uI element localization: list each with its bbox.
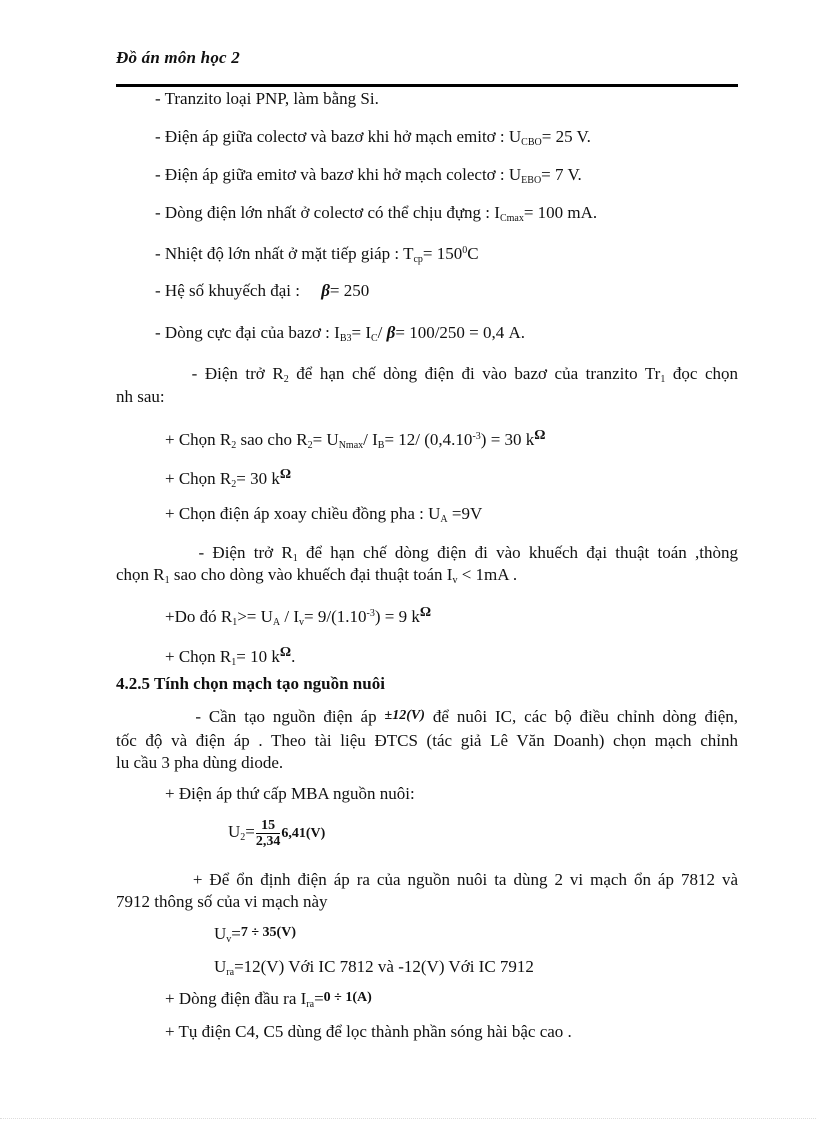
line-icmax: - Dòng điện lớn nhất ở colectơ có thể chịu đựng : $I_{Cmax}= 100$ mA. xyxy=(155,203,598,224)
line-r1-calc: +Do đó $R_1>= U_A / I_v= 9/(1.10^{-3}) = 9$ $k^\Omega$ xyxy=(165,605,432,628)
line-r1-intro-cont: chọn $R_1$ sao cho dòng vào khuếch đại thuật toán $I_v < 1mA$ . xyxy=(116,565,518,586)
para-power-line1: - Cần tạo nguồn điện áp ±12(V) để nuôi IC, các bộ điều chỉnh dòng điện, xyxy=(195,707,738,726)
line-r1-choice: + Chọn $R_1= 10$ $k^\Omega$. xyxy=(165,645,296,668)
para-power-line3: lu cầu 3 pha dùng diode. xyxy=(116,753,284,772)
line-ura: $U_{ra}=12(V)$ Với IC 7812 và -12(V) Với IC 7912 xyxy=(214,957,534,978)
line-ua: + Chọn điện áp xoay chiều đồng pha : $U_A =9V$ xyxy=(165,504,483,525)
para-regulator-line2: 7912 thông số của vi mạch này xyxy=(116,892,328,911)
beta-symbol: β xyxy=(321,281,330,300)
pm12-symbol: ±12(V) xyxy=(384,708,425,723)
line-beta: - Hệ số khuyếch đại : β= 250 xyxy=(155,281,370,300)
page-bottom-dots xyxy=(0,1118,816,1119)
ohm-symbol: Ω xyxy=(279,645,292,660)
line-ib3: - Dòng cực đại của bazơ : $I_{B3}= I_C/$ β= 100/250 = 0,4 A. xyxy=(155,323,526,344)
line-r2-calc: + Chọn $R_2$ sao cho $R_2= U_{Nmax}/$ $I_B= 12/$ $(0,4.10^{-3}) = 30$ $k^\Omega$ xyxy=(165,428,546,451)
line-capacitors: + Tụ điện C4, C5 dùng để lọc thành phần sóng hài bậc cao . xyxy=(165,1022,572,1041)
ohm-symbol: Ω xyxy=(419,605,432,620)
beta-symbol: β xyxy=(386,323,396,342)
line-uv: $U_v=7 \div 35(V)$ xyxy=(214,924,296,945)
line-r2-intro-cont: nh sau: xyxy=(116,387,165,406)
para-power-line2: tốc độ và điện áp . Theo tài liệu ĐTCS (tác giả Lê Văn Doanh) chọn mạch chỉnh xyxy=(116,731,738,750)
fraction: $\frac{15}{2,34}$ xyxy=(255,817,281,849)
line-r2-intro: - Điện trở $R_2$ để hạn chế dòng điện đi vào bazơ của tranzito $Tr_1$ đọc chọn xyxy=(191,364,738,385)
page-header-title: Đồ án môn học 2 xyxy=(116,48,240,67)
section-heading: 4.2.5 Tính chọn mạch tạo nguồn nuôi xyxy=(116,674,385,693)
line-u2-formula: $U_2=$ $\frac{15}{2,34}$ 6,41(V) xyxy=(228,817,326,849)
ohm-symbol: Ω xyxy=(534,428,546,443)
line-ucbo: - Điện áp giữa colectơ và bazơ khi hở mạch emitơ : $U_{CBO}= 25$ V. xyxy=(155,127,591,148)
line-tcp: - Nhiệt độ lớn nhất ở mặt tiếp giáp : $T_{cp}= 150^0C$ xyxy=(155,244,479,265)
line-u2-title: + Điện áp thứ cấp MBA nguồn nuôi: xyxy=(165,784,415,803)
ira-range: 0 ÷ 1(A) xyxy=(323,990,372,1005)
para-regulator-line1: + Để ổn định điện áp ra của nguồn nuôi ta dùng 2 vi mạch ổn áp 7812 và xyxy=(192,870,738,889)
line-uebo: - Điện áp giữa emitơ và bazơ khi hở mạch colectơ : $U_{EBO}= 7$ V. xyxy=(155,165,582,186)
header-rule xyxy=(116,84,738,87)
line-transistor-type: - Tranzito loại PNP, làm bằng Si. xyxy=(155,89,379,108)
ohm-symbol: Ω xyxy=(279,467,292,482)
line-ira: + Dòng điện đầu ra $I_{ra}=0 \div 1(A)$ xyxy=(165,989,372,1010)
line-r1-intro: - Điện trở $R_1$ để hạn chế dòng điện đi vào khuếch đại thuật toán ,thòng xyxy=(198,543,738,564)
line-r2-choice: + Chọn $R_2= 30$ $k^\Omega$ xyxy=(165,467,292,490)
uv-range: 7 ÷ 35(V) xyxy=(240,925,296,940)
